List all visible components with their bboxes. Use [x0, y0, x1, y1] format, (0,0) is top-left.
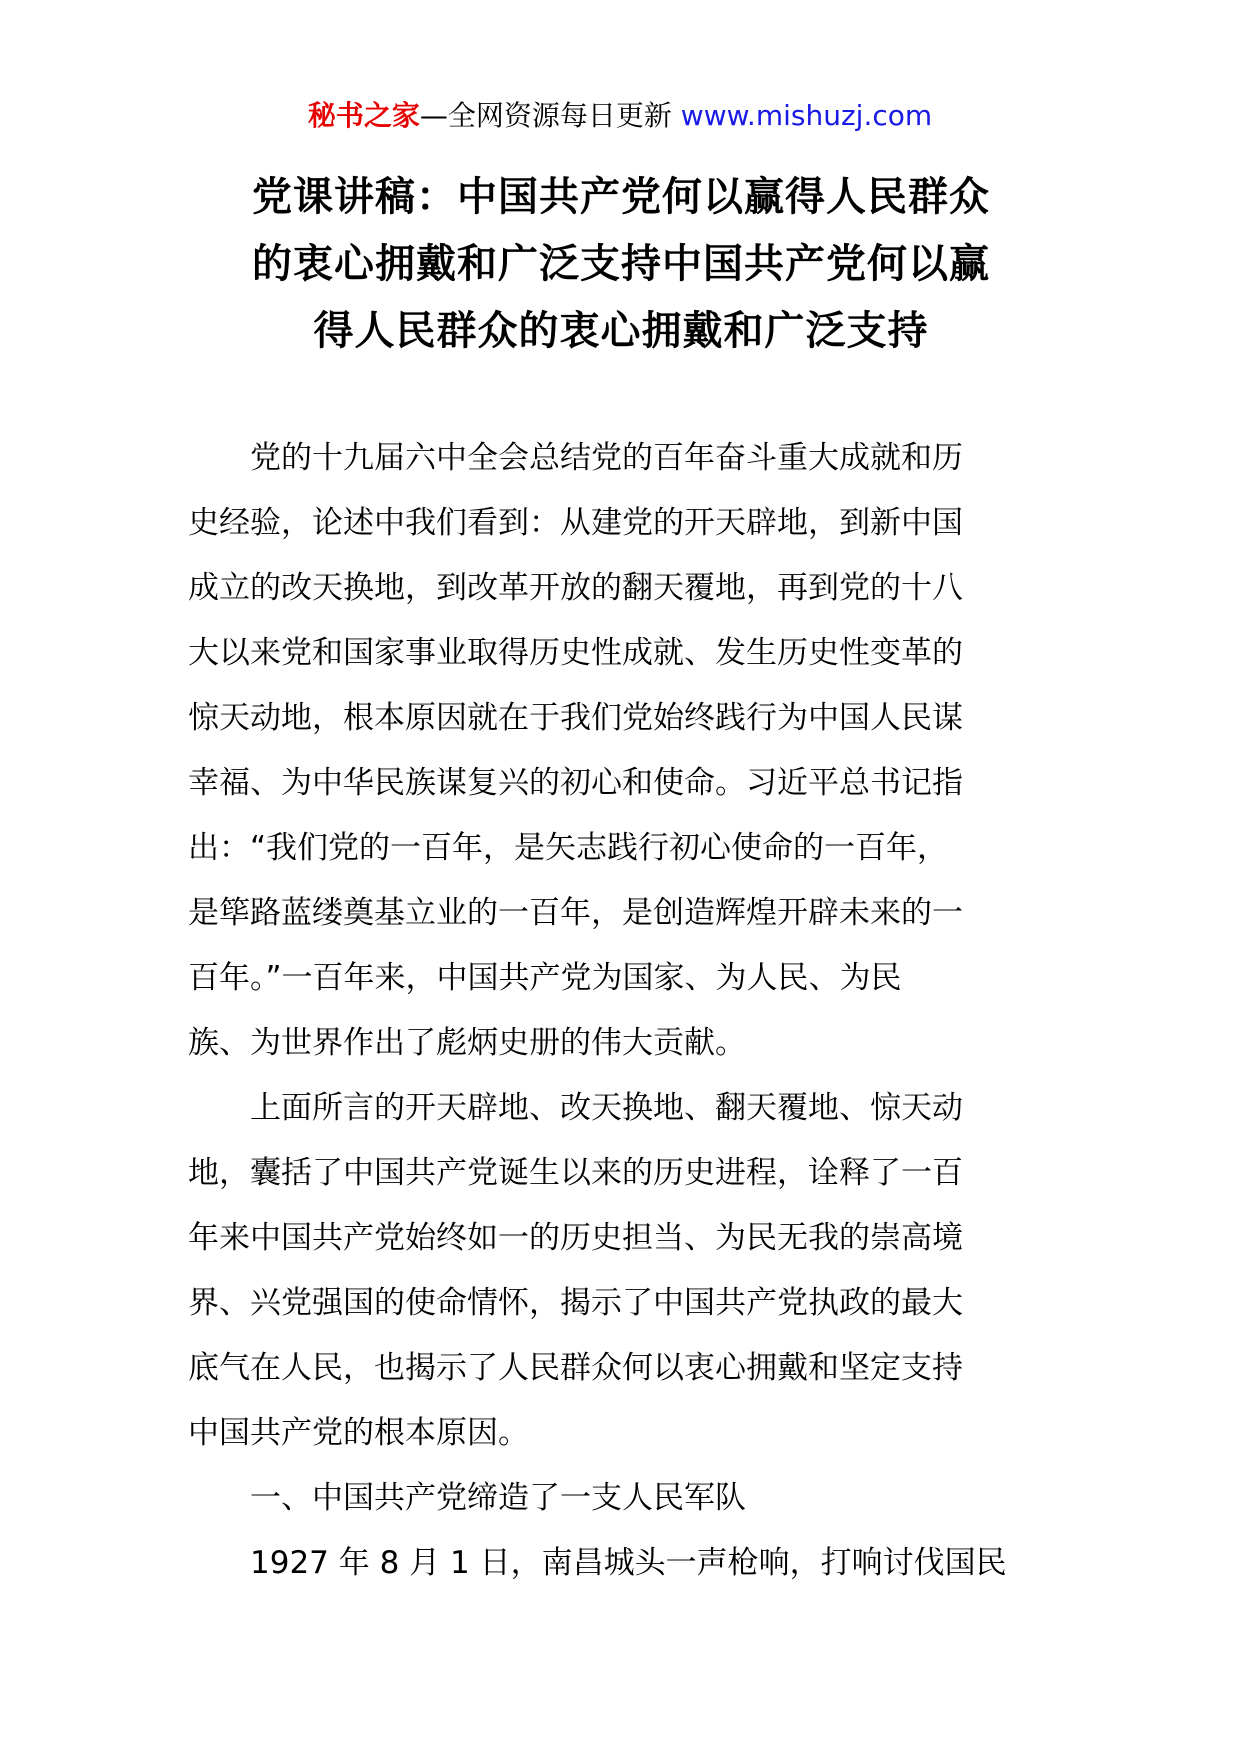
- body-paragraph: 上面所言的开天辟地、改天换地、翻天覆地、惊天动 地，囊括了中国共产党诞生以来的历史进程，诠释了一百 年来中国共产党始终如一的历史担当、为民无我的崇高境 界、兴党强国的使命情怀，揭示了中国共产党执政的最大 底气在人民，也揭示了人民群众何以衷心拥戴和坚定支持 中国共产党的根本原因。: [188, 1090, 963, 1451]
- site-url[interactable]: www.mishuzj.com: [680, 99, 933, 132]
- title-line: 的衷心拥戴和广泛支持中国共产党何以赢: [252, 241, 990, 287]
- section-heading: 一、中国共产党缔造了一支人民军队: [250, 1480, 746, 1516]
- site-header: [0, 96, 1240, 136]
- document-title: [188, 164, 1054, 365]
- site-brand: 秘书之家: [307, 99, 420, 132]
- document-body: [188, 426, 1054, 1596]
- site-tagline: —全网资源每日更新: [419, 99, 672, 132]
- title-line: 得人民群众的衷心拥戴和广泛支持: [313, 308, 929, 354]
- body-paragraph: 党的十九届六中全会总结党的百年奋斗重大成就和历 史经验，论述中我们看到：从建党的开天辟地，到新中国 成立的改天换地，到改革开放的翻天覆地，再到党的十八 大以来党和国家事业取得历史性成就、发生历史性变革的 惊天动地，根本原因就在于我们党始终践行为中国人民谋 幸福、为中华民族谋复兴的初心和使命。习近平总书记指 出：“我们党的一百年，是矢志践行初心使命的一百年， 是筚路蓝缕奠基立业的一百年，是创造辉煌开辟未来的一 百年。”一百年来，中国共产党为国家、为人民、为民 族、为世界作出了彪炳史册的伟大贡献。: [188, 440, 963, 1061]
- title-line: 党课讲稿：中国共产党何以赢得人民群众: [252, 174, 990, 220]
- body-paragraph: 1927 年 8 月 1 日，南昌城头一声枪响，打响讨伐国民: [250, 1545, 1007, 1581]
